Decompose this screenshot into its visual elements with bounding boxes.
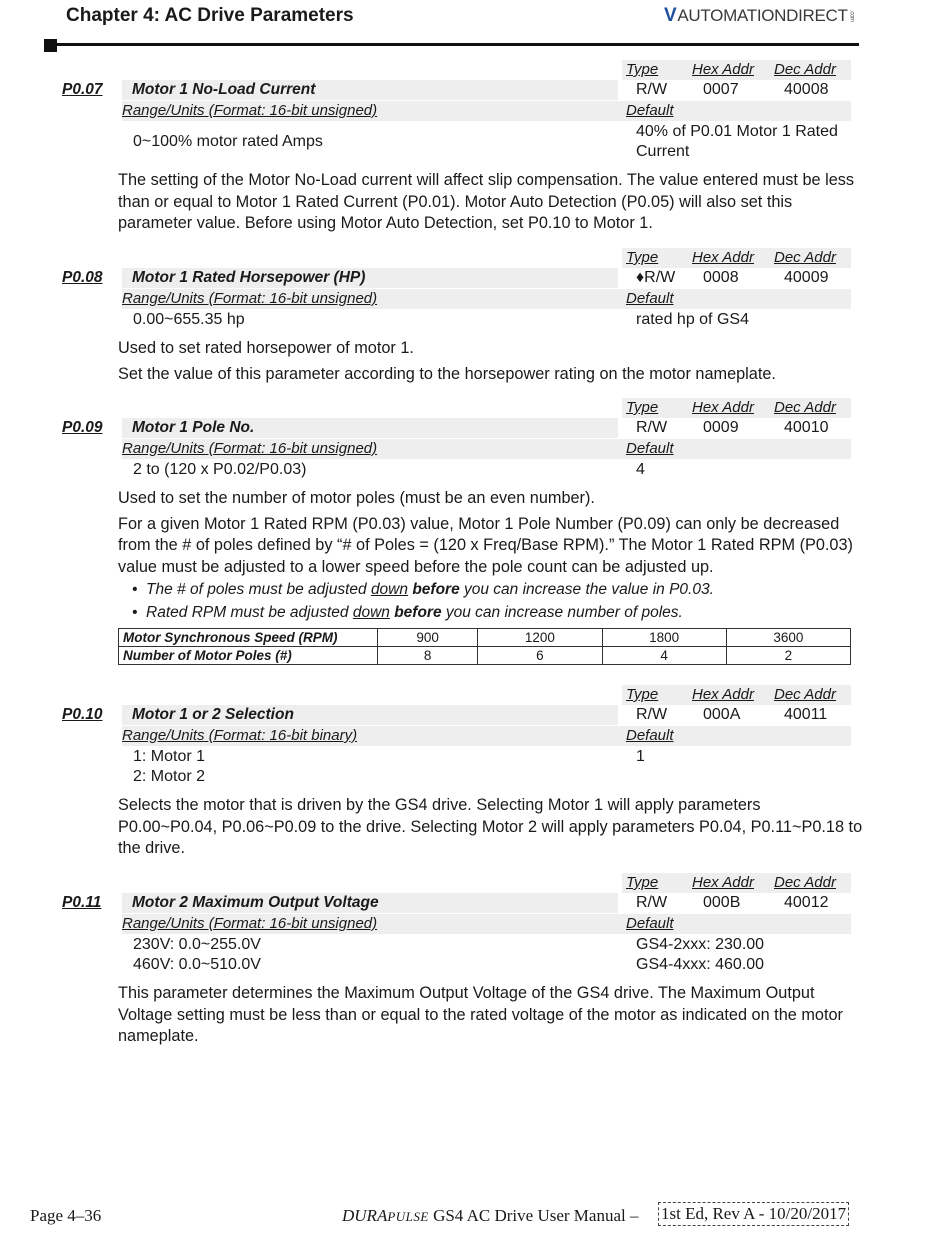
chapter-title: Chapter 4: AC Drive Parameters (66, 5, 354, 26)
param-dec: 40010 (784, 419, 829, 436)
automationdirect-logo (664, 5, 855, 27)
dec-addr-header: Dec Addr (774, 61, 836, 78)
range-label: Range/Units (Format: 16-bit unsigned) (122, 290, 378, 307)
param-name: Motor 1 or 2 Selection (132, 706, 294, 723)
default-value: rated hp of GS4 (636, 311, 749, 328)
param-type: R/W (636, 706, 668, 723)
default-header: Default (626, 102, 674, 119)
param-id: P0.10 (62, 706, 103, 723)
range-label: Range/Units (Format: 16-bit unsigned) (122, 915, 378, 932)
range-value: 230V: 0.0~255.0V (133, 936, 261, 953)
param-dec: 40008 (784, 81, 829, 98)
type-header: Type (626, 249, 659, 266)
param-hex: 000B (703, 894, 741, 911)
type-header: Type (626, 399, 659, 416)
bullet-item: • Rated RPM must be adjusted down before you can increase number of poles. (132, 604, 683, 621)
default-header: Default (626, 440, 674, 457)
param-description (118, 488, 863, 582)
default-value: GS4-4xxx: 460.00 (636, 956, 765, 973)
range-value: 460V: 0.0~510.0V (133, 956, 261, 973)
bullet-bold: before (412, 581, 460, 598)
default-value: 4 (636, 461, 645, 478)
speed-poles-table (118, 628, 851, 665)
param-dec: 40011 (784, 706, 828, 723)
param-description (118, 170, 863, 239)
manual-title (342, 1206, 638, 1226)
param-name: Motor 1 Pole No. (132, 419, 255, 436)
bullet-text: The # of poles must be adjusted (146, 581, 371, 598)
default-header: Default (626, 290, 674, 307)
type-header: Type (626, 61, 659, 78)
param-description (118, 983, 863, 1052)
dec-addr-header: Dec Addr (774, 874, 836, 891)
table-cell: 8 (378, 647, 478, 665)
bullet-item: • The # of poles must be adjusted down before you can increase the value in P0.03. (132, 581, 714, 598)
table-cell: 1200 (478, 629, 602, 647)
param-type: R/W (636, 81, 668, 98)
range-value: 1: Motor 1 (133, 748, 206, 765)
default-value: 40% of P0.01 Motor 1 Rated (636, 123, 838, 140)
manual-title-text: GS4 AC Drive User Manual – (428, 1206, 639, 1225)
range-value: 2 to (120 x P0.02/P0.03) (133, 461, 307, 478)
param-id: P0.11 (62, 894, 102, 911)
brand-pulse: PULSE (387, 1209, 429, 1224)
type-header: Type (626, 686, 659, 703)
param-hex: 0008 (703, 269, 739, 286)
param-id: P0.07 (62, 81, 103, 98)
param-id: P0.09 (62, 419, 103, 436)
bullet-emphasis: down (352, 604, 390, 621)
default-header: Default (626, 915, 674, 932)
param-dec: 40012 (784, 894, 829, 911)
bullet-emphasis: down (370, 581, 408, 598)
description-paragraph: Selects the motor that is driven by the GS4 drive. Selecting Motor 1 will apply parameters P0.00~P0.04, P0.06~P0.09 to the drive. Selecting Motor 2 will apply parameters P0.04, P0.11~P0.18 to the drive. (118, 796, 863, 857)
hex-addr-header: Hex Addr (692, 874, 754, 891)
param-description (118, 795, 863, 864)
description-paragraph: Used to set rated horsepower of motor 1. (118, 339, 414, 357)
table-row-label: Number of Motor Poles (#) (119, 647, 378, 665)
default-value: GS4-2xxx: 230.00 (636, 936, 765, 953)
brand-dura: DURA (342, 1206, 388, 1225)
dec-addr-header: Dec Addr (774, 399, 836, 416)
bullet-text: Rated RPM must be adjusted (146, 604, 353, 621)
default-value: 1 (636, 748, 645, 765)
hex-addr-header: Hex Addr (692, 249, 754, 266)
page-number: Page 4–36 (30, 1206, 102, 1225)
table-cell: 2 (726, 647, 850, 665)
hex-addr-header: Hex Addr (692, 686, 754, 703)
param-hex: 000A (703, 706, 741, 723)
table-cell: 900 (378, 629, 478, 647)
logo-v-mark: V (664, 5, 677, 26)
description-paragraph: The setting of the Motor No-Load current will affect slip compensation. The value entered must be less than or equal to Motor 1 Rated Current (P0.01). Motor Auto Detection (P0.05) will also set this parameter value. Before using Motor Auto Detection, set P0.10 to Motor 1. (118, 171, 855, 232)
param-hex: 0009 (703, 419, 739, 436)
description-paragraph: This parameter determines the Maximum Output Voltage of the GS4 drive. The Maximum Output Voltage setting must be less than or equal to the rated voltage of the motor as indicated on the motor nameplate. (118, 984, 843, 1045)
param-hex: 0007 (703, 81, 739, 98)
bullet-bold: before (394, 604, 442, 621)
hex-addr-header: Hex Addr (692, 61, 754, 78)
dec-addr-header: Dec Addr (774, 249, 836, 266)
description-paragraph: Set the value of this parameter according to the horsepower rating on the motor nameplate. (118, 364, 776, 383)
logo-text: AUTOMATIONDIRECT (677, 6, 848, 25)
dec-addr-header: Dec Addr (774, 686, 836, 703)
default-value: Current (636, 143, 690, 160)
range-value: 0.00~655.35 hp (133, 311, 245, 328)
type-header: Type (626, 874, 659, 891)
header-rule (44, 43, 859, 46)
table-row (119, 647, 851, 665)
param-id: P0.08 (62, 269, 103, 286)
table-cell: 4 (602, 647, 726, 665)
param-dec: 40009 (784, 269, 829, 286)
table-row (119, 629, 851, 647)
range-label: Range/Units (Format: 16-bit unsigned) (122, 102, 378, 119)
param-name: Motor 1 No-Load Current (132, 81, 316, 98)
bullet-text: you can increase number of poles. (441, 604, 683, 621)
table-cell: 3600 (726, 629, 850, 647)
range-value: 2: Motor 2 (133, 768, 206, 785)
edition-stamp: 1st Ed, Rev A - 10/20/2017 (658, 1202, 849, 1226)
logo-com: .com (848, 10, 855, 22)
param-type: ♦R/W (636, 269, 676, 286)
param-name: Motor 1 Rated Horsepower (HP) (132, 269, 366, 286)
description-paragraph: Used to set the number of motor poles (must be an even number). (118, 489, 595, 507)
param-type: R/W (636, 894, 668, 911)
table-cell: 6 (478, 647, 602, 665)
range-label: Range/Units (Format: 16-bit unsigned) (122, 440, 378, 457)
table-row-label: Motor Synchronous Speed (RPM) (119, 629, 378, 647)
range-label: Range/Units (Format: 16-bit binary) (122, 727, 358, 744)
description-paragraph: For a given Motor 1 Rated RPM (P0.03) value, Motor 1 Pole Number (P0.09) can only be decreased from the # of poles defined by “# of Poles = (120 x Freq/Base RPM).” The Motor 1 Rated RPM (P0.03) value must be adjusted to a lower speed before the pole count can be adjusted up. (118, 514, 853, 576)
hex-addr-header: Hex Addr (692, 399, 754, 416)
bullet-text: you can increase the value in P0.03. (459, 581, 714, 598)
param-type: R/W (636, 419, 668, 436)
range-value: 0~100% motor rated Amps (133, 133, 323, 150)
param-name: Motor 2 Maximum Output Voltage (132, 894, 379, 911)
header-rule-marker (44, 39, 57, 52)
table-cell: 1800 (602, 629, 726, 647)
default-header: Default (626, 727, 674, 744)
param-description (118, 338, 863, 389)
